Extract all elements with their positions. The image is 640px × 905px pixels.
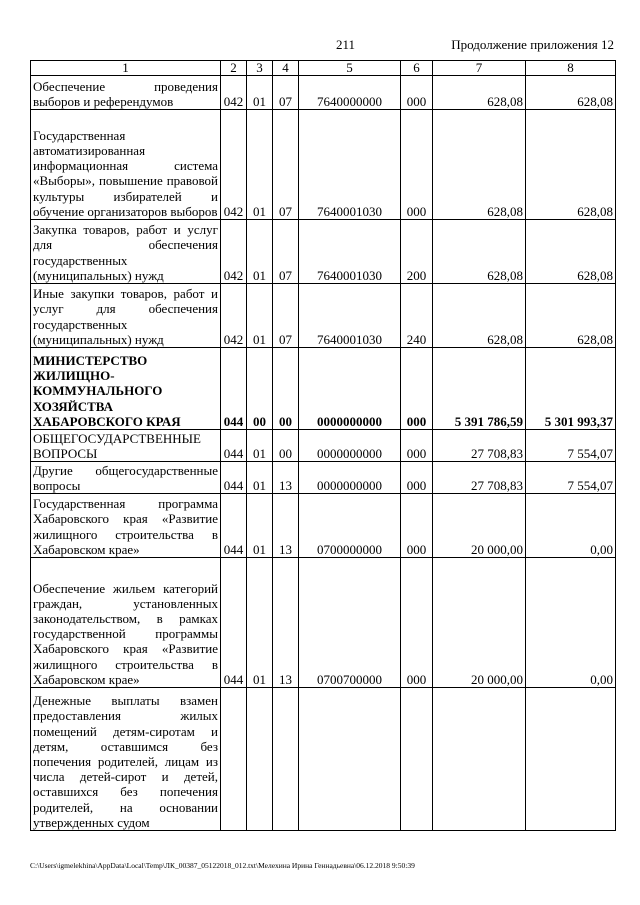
target-article-cell: 0000000000 (299, 348, 401, 430)
target-article-cell: 0000000000 (299, 430, 401, 462)
admin-code-cell: 042 (221, 110, 247, 220)
amount-year2-cell (526, 688, 616, 831)
target-article-cell: 0000000000 (299, 462, 401, 494)
column-header: 6 (401, 61, 433, 76)
admin-code-cell: 044 (221, 462, 247, 494)
target-article-cell: 7640001030 (299, 110, 401, 220)
admin-code-cell: 042 (221, 220, 247, 284)
budget-item-name: Иные закупки товаров, работ и услуг для обеспечения государственных (муниципальных) нужд (31, 284, 221, 348)
admin-code-cell: 044 (221, 558, 247, 688)
admin-code-cell: 044 (221, 494, 247, 558)
target-article-cell: 7640000000 (299, 76, 401, 110)
subsection-code-cell: 07 (273, 110, 299, 220)
section-code-cell: 01 (247, 76, 273, 110)
section-code-cell: 01 (247, 284, 273, 348)
page-number: 211 (336, 37, 356, 52)
amount-year2-cell: 0,00 (526, 494, 616, 558)
column-header: 5 (299, 61, 401, 76)
subsection-code-cell (273, 688, 299, 831)
expense-type-cell: 000 (401, 462, 433, 494)
subsection-code-cell: 00 (273, 348, 299, 430)
admin-code-cell: 042 (221, 76, 247, 110)
admin-code-cell (221, 688, 247, 831)
target-article-cell: 7640001030 (299, 220, 401, 284)
amount-year2-cell: 628,08 (526, 76, 616, 110)
target-article-cell: 0700700000 (299, 558, 401, 688)
budget-item-name: Другие общегосударственные вопросы (31, 462, 221, 494)
expense-type-cell (401, 688, 433, 831)
table-row (31, 430, 616, 462)
budget-item-name: МИНИСТЕРСТВО ЖИЛИЩНО-КОММУНАЛЬНОГО ХОЗЯЙСТВА ХАБАРОВСКОГО КРАЯ (31, 348, 221, 430)
subsection-code-cell: 07 (273, 76, 299, 110)
admin-code-cell: 044 (221, 348, 247, 430)
target-article-cell: 0700000000 (299, 494, 401, 558)
section-code-cell: 01 (247, 110, 273, 220)
table-row (31, 76, 616, 110)
table-body (31, 61, 616, 831)
section-code-cell: 01 (247, 494, 273, 558)
continuation-label: Продолжение приложения 12 (451, 37, 614, 52)
expense-type-cell: 000 (401, 76, 433, 110)
table-row (31, 558, 616, 688)
target-article-cell (299, 688, 401, 831)
subsection-code-cell: 13 (273, 558, 299, 688)
budget-item-name: ОБЩЕГОСУДАРСТВЕННЫЕ ВОПРОСЫ (31, 430, 221, 462)
column-header: 7 (433, 61, 526, 76)
file-path-footer: C:\Users\igmelekhina\AppData\Local\Temp\ЛК_00387_05122018_012.txt\Мелехина Ирина Геннадьевна\06.12.2018 9:50:39 (30, 861, 415, 870)
amount-year2-cell: 628,08 (526, 110, 616, 220)
column-header: 2 (221, 61, 247, 76)
section-code-cell: 01 (247, 558, 273, 688)
amount-year2-cell: 628,08 (526, 284, 616, 348)
table-row (31, 348, 616, 430)
section-code-cell: 01 (247, 462, 273, 494)
subsection-code-cell: 07 (273, 284, 299, 348)
admin-code-cell: 042 (221, 284, 247, 348)
table-row (31, 284, 616, 348)
amount-year2-cell: 5 301 993,37 (526, 348, 616, 430)
budget-table (30, 60, 616, 831)
budget-item-name: Обеспечение проведения выборов и референдумов (31, 76, 221, 110)
admin-code-cell: 044 (221, 430, 247, 462)
section-code-cell: 01 (247, 220, 273, 284)
expense-type-cell: 000 (401, 558, 433, 688)
budget-item-name: Государственная автоматизированная информационная система «Выборы», повышение правовой культуры избирателей и обучение организаторов выборов (31, 110, 221, 220)
amount-year1-cell: 628,08 (433, 284, 526, 348)
amount-year1-cell: 5 391 786,59 (433, 348, 526, 430)
amount-year1-cell: 20 000,00 (433, 558, 526, 688)
amount-year1-cell: 20 000,00 (433, 494, 526, 558)
amount-year1-cell: 628,08 (433, 76, 526, 110)
column-header: 1 (31, 61, 221, 76)
amount-year1-cell: 628,08 (433, 220, 526, 284)
expense-type-cell: 000 (401, 110, 433, 220)
subsection-code-cell: 13 (273, 494, 299, 558)
budget-item-name: Закупка товаров, работ и услуг для обеспечения государственных (муниципальных) нужд (31, 220, 221, 284)
section-code-cell: 00 (247, 348, 273, 430)
table-row (31, 110, 616, 220)
budget-item-name: Денежные выплаты взамен предоставления жилых помещений детям-сиротам и детям, оставшимся без попечения родителей, лицам из числа детей-сирот и детей, оставшихся без попечения родителей, на основании утвержденных судом (31, 688, 221, 831)
amount-year1-cell: 628,08 (433, 110, 526, 220)
amount-year1-cell: 27 708,83 (433, 462, 526, 494)
budget-item-name: Государственная программа Хабаровского края «Развитие жилищного строительства в Хабаровском крае» (31, 494, 221, 558)
expense-type-cell: 000 (401, 430, 433, 462)
expense-type-cell: 240 (401, 284, 433, 348)
expense-type-cell: 000 (401, 494, 433, 558)
column-header: 3 (247, 61, 273, 76)
subsection-code-cell: 07 (273, 220, 299, 284)
column-header: 4 (273, 61, 299, 76)
amount-year1-cell (433, 688, 526, 831)
table-row (31, 494, 616, 558)
table-row (31, 688, 616, 831)
expense-type-cell: 200 (401, 220, 433, 284)
subsection-code-cell: 13 (273, 462, 299, 494)
column-number-row (31, 61, 616, 76)
table-row (31, 220, 616, 284)
amount-year2-cell: 628,08 (526, 220, 616, 284)
section-code-cell: 01 (247, 430, 273, 462)
amount-year2-cell: 7 554,07 (526, 430, 616, 462)
amount-year2-cell: 7 554,07 (526, 462, 616, 494)
budget-item-name: Обеспечение жильем категорий граждан, установленных законодательством, в рамках государственной программы Хабаровского края «Развитие жилищного строительства в Хабаровском крае» (31, 558, 221, 688)
amount-year2-cell: 0,00 (526, 558, 616, 688)
expense-type-cell: 000 (401, 348, 433, 430)
amount-year1-cell: 27 708,83 (433, 430, 526, 462)
subsection-code-cell: 00 (273, 430, 299, 462)
target-article-cell: 7640001030 (299, 284, 401, 348)
section-code-cell (247, 688, 273, 831)
column-header: 8 (526, 61, 616, 76)
table-row (31, 462, 616, 494)
